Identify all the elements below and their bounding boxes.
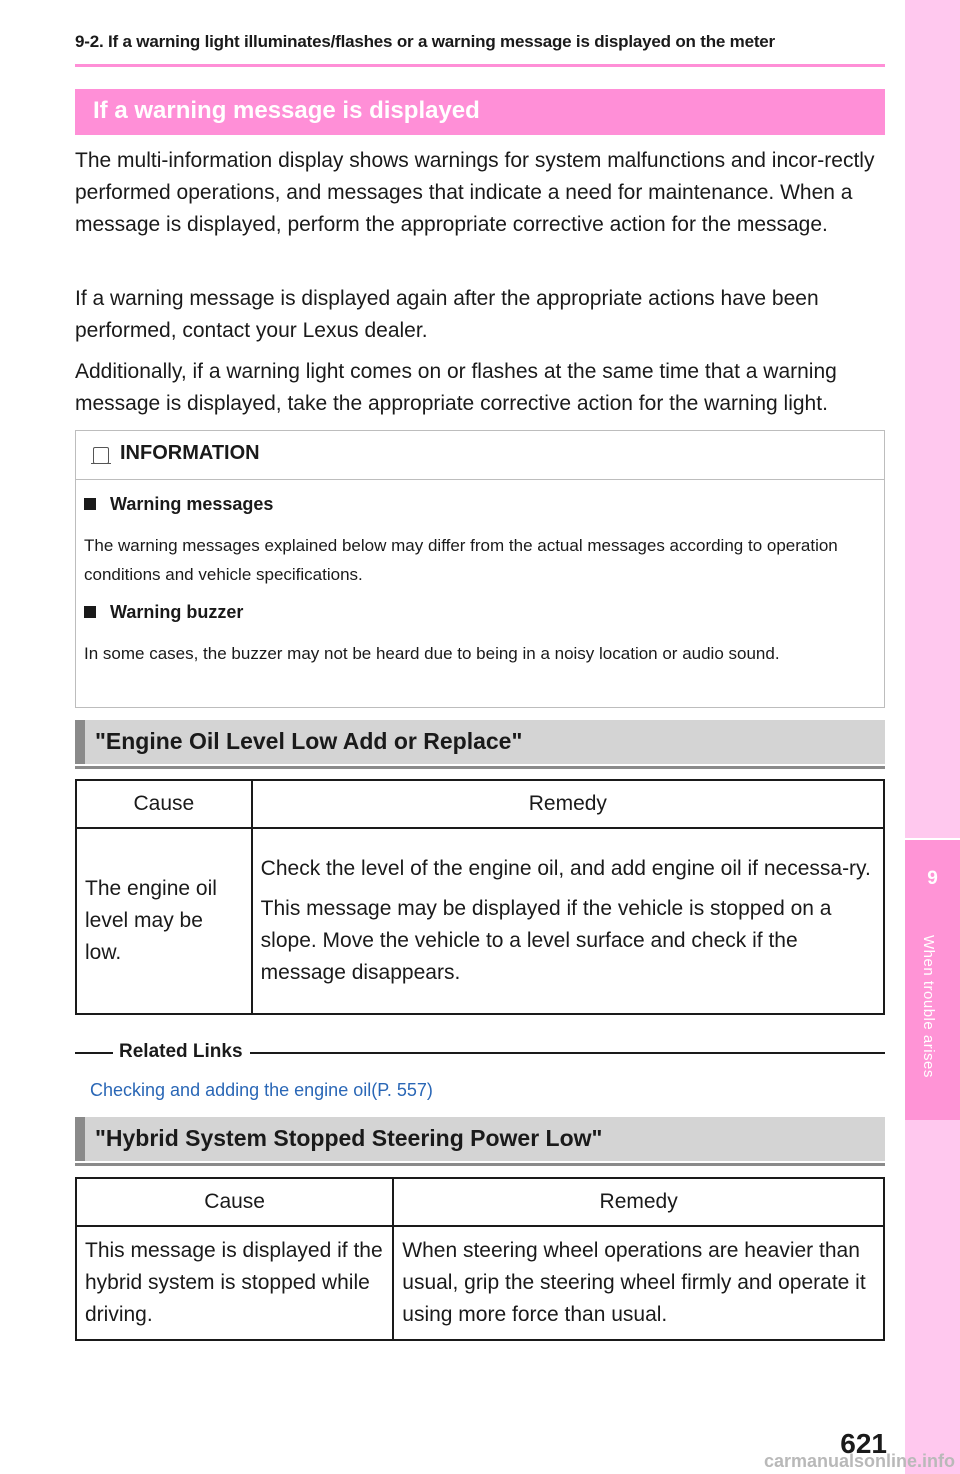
information-item-heading <box>84 602 243 623</box>
side-tab <box>905 0 960 1474</box>
related-links-rule <box>250 1052 885 1054</box>
intro-paragraph-3: Additionally, if a warning light comes on or flashes at the same time that a warning message is displayed, take the appropriate corrective action for the warning light. <box>75 360 837 415</box>
square-bullet-icon <box>84 606 96 618</box>
topic-title-engine-oil: "Engine Oil Level Low Add or Replace" <box>95 728 523 754</box>
remedy-text: This message may be displayed if the vehicle is stopped on a slope. Move the vehicle to a level surface and check if the message disappears. <box>260 897 832 984</box>
related-link-engine-oil[interactable]: Checking and adding the engine oil(P. 557) <box>90 1080 433 1100</box>
information-header <box>76 431 884 480</box>
related-links-title: Related Links <box>119 1041 243 1062</box>
square-bullet-icon <box>84 498 96 510</box>
section-title-bar <box>75 89 885 135</box>
hybrid-system-table <box>75 1177 885 1341</box>
warning-messages-heading: Warning messages <box>110 494 274 514</box>
column-header-cause: Cause <box>76 1178 393 1226</box>
topic-bar-hybrid-system <box>75 1117 885 1161</box>
warning-buzzer-text: In some cases, the buzzer may not be heard due to being in a noisy location or audio sound. <box>84 644 780 663</box>
note-icon <box>93 447 109 464</box>
related-links-rule <box>75 1052 113 1054</box>
table-row <box>76 1226 884 1340</box>
cause-cell: The engine oil level may be low. <box>76 828 252 1014</box>
column-header-remedy: Remedy <box>252 780 884 828</box>
column-header-cause: Cause <box>76 780 252 828</box>
intro-paragraph-1: The multi-information display shows warnings for system malfunctions and incor-rectly performed operations, and messages that indicate a need for maintenance. When a message is displayed, perform the appropriate corrective action for the message. <box>75 149 875 236</box>
chapter-header: 9-2. If a warning light illuminates/flashes or a warning message is displayed on the meter <box>75 32 775 51</box>
information-item-heading <box>84 494 273 515</box>
remedy-text: Check the level of the engine oil, and add engine oil if necessa-ry. <box>260 857 871 880</box>
topic-title-hybrid-system: "Hybrid System Stopped Steering Power Low" <box>95 1125 603 1151</box>
engine-oil-table <box>75 779 885 1015</box>
intro-paragraph-2: If a warning message is displayed again after the appropriate actions have been performed, contact your Lexus dealer. <box>75 287 819 342</box>
cause-cell: This message is displayed if the hybrid system is stopped while driving. <box>76 1226 393 1340</box>
remedy-cell: When steering wheel operations are heavier than usual, grip the steering wheel firmly and operate it using more force than usual. <box>393 1226 884 1340</box>
table-row <box>76 828 884 1014</box>
watermark: carmanualsonline.info <box>763 1451 955 1471</box>
side-tab-label: When trouble arises <box>920 935 937 1078</box>
side-tab-number: 9 <box>927 868 938 889</box>
information-title: INFORMATION <box>120 442 260 464</box>
topic-bar-engine-oil <box>75 720 885 764</box>
information-box <box>75 430 885 708</box>
remedy-cell <box>252 828 884 1014</box>
header-rule <box>75 64 885 67</box>
section-title: If a warning message is displayed <box>93 97 480 124</box>
column-header-remedy: Remedy <box>393 1178 884 1226</box>
page-number: 621 <box>840 1428 887 1459</box>
warning-buzzer-heading: Warning buzzer <box>110 602 244 622</box>
warning-messages-text: The warning messages explained below may differ from the actual messages according to operation conditions and vehicle specifications. <box>84 536 838 584</box>
